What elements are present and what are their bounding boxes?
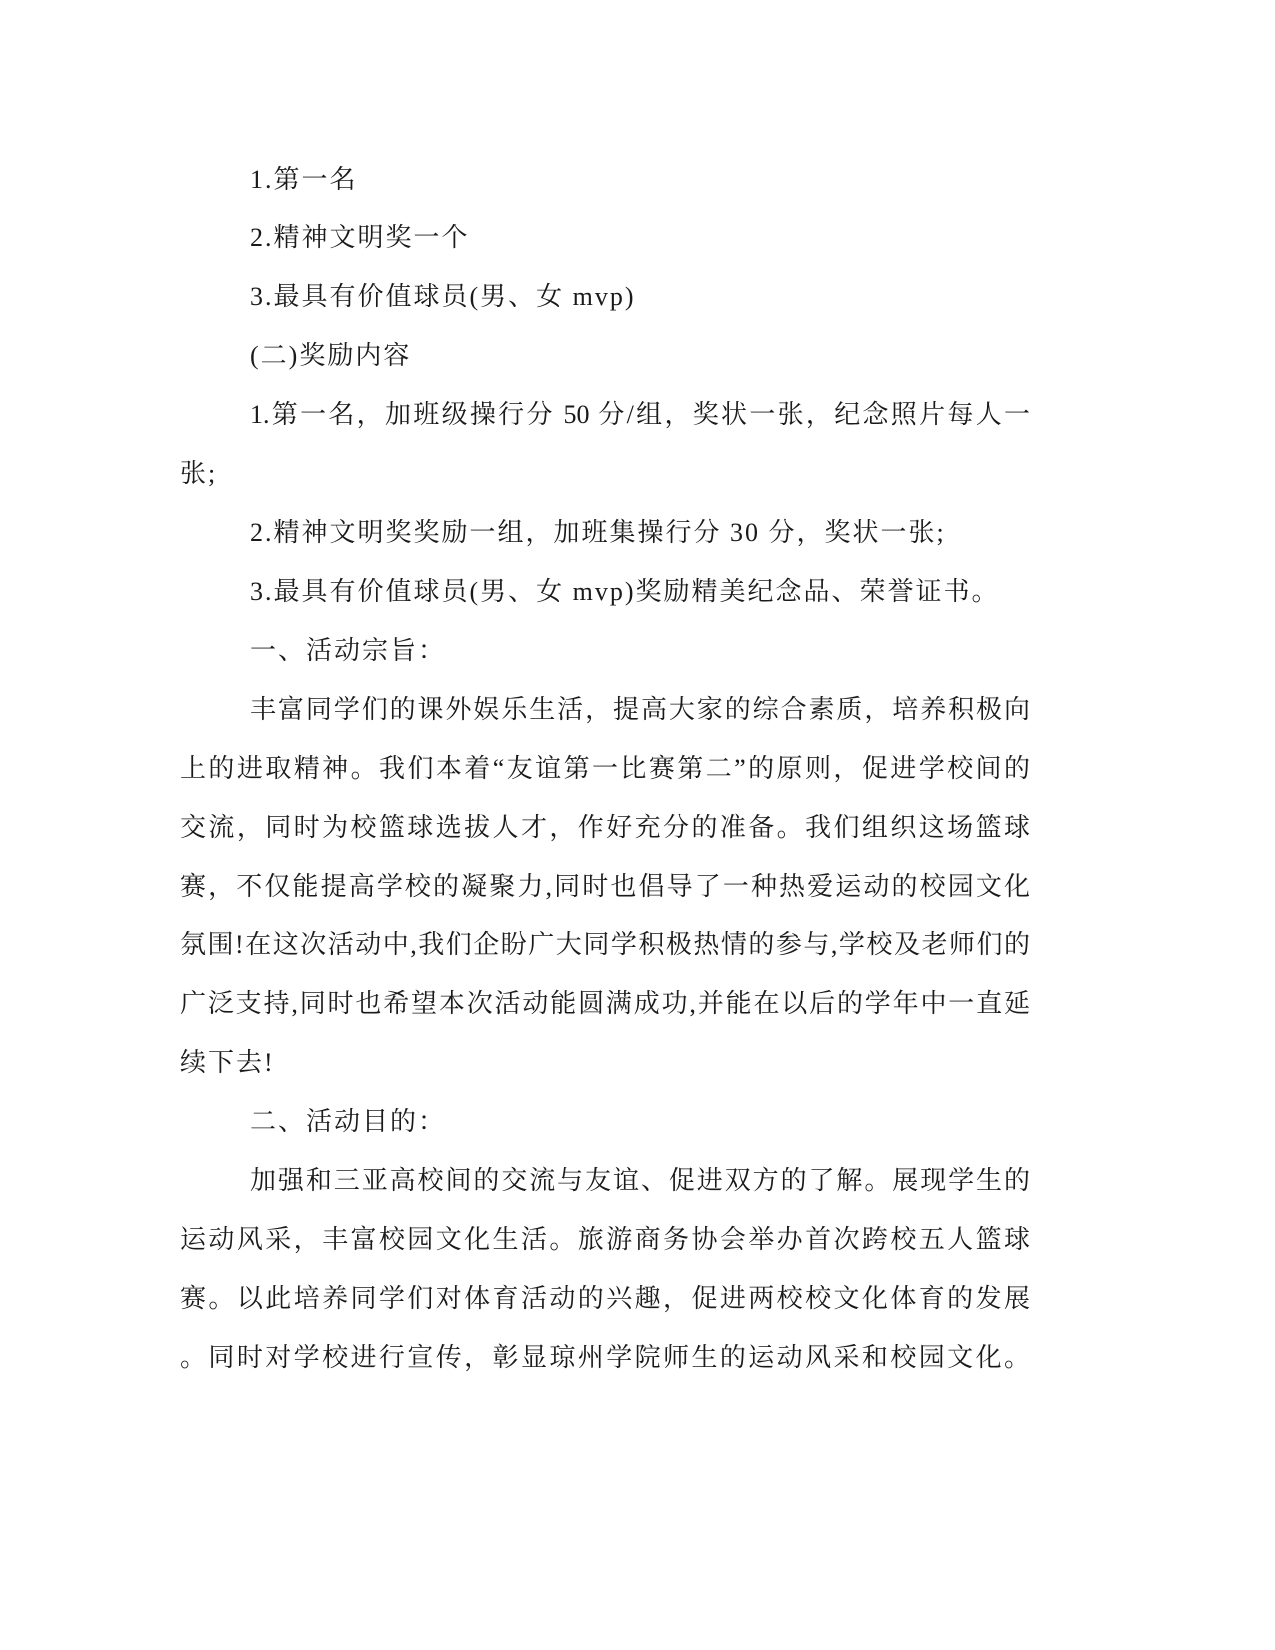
paragraph-line: 广泛支持,同时也希望本次活动能圆满成功,并能在以后的学年中一直延 (180, 989, 1030, 1018)
reward-line-spirit: 2.精神文明奖奖励一组，加班集操行分 30 分，奖状一张; (250, 518, 946, 547)
section-heading-rewards: (二)奖励内容 (250, 341, 412, 370)
award-item-first-place: 1.第一名 (250, 165, 358, 194)
award-item-mvp: 3.最具有价值球员(男、女 mvp) (250, 282, 636, 311)
reward-line-mvp: 3.最具有价值球员(男、女 mvp)奖励精美纪念品、荣誉证书。 (250, 577, 1000, 606)
paragraph-line: 交流，同时为校篮球选拔人才，作好充分的准备。我们组织这场篮球 (180, 813, 1030, 842)
paragraph-line: 氛围!在这次活动中,我们企盼广大同学积极热情的参与,学校及老师们的 (180, 930, 1030, 959)
section-heading-purpose: 一、活动宗旨： (250, 636, 447, 665)
award-item-spirit: 2.精神文明奖一个 (250, 223, 470, 252)
section-heading-goal: 二、活动目的： (250, 1107, 447, 1136)
paragraph-line: 赛。以此培养同学们对体育活动的兴趣，促进两校校文化体育的发展 (180, 1284, 1030, 1313)
paragraph-line: 丰富同学们的课外娱乐生活，提高大家的综合素质，培养积极向 (250, 695, 1030, 724)
paragraph-line: 续下去! (180, 1048, 275, 1077)
paragraph-line: 运动风采，丰富校园文化生活。旅游商务协会举办首次跨校五人篮球 (180, 1225, 1030, 1254)
paragraph-line: 赛，不仅能提高学校的凝聚力,同时也倡导了一种热爱运动的校园文化 (180, 872, 1030, 901)
paragraph-line: 上的进取精神。我们本着“友谊第一比赛第二”的原则，促进学校间的 (180, 754, 1030, 783)
reward-line-first-place-cont: 张; (180, 459, 218, 488)
reward-line-first-place: 1.第一名，加班级操行分 50 分/组，奖状一张，纪念照片每人一 (250, 400, 1030, 429)
paragraph-line: 加强和三亚高校间的交流与友谊、促进双方的了解。展现学生的 (250, 1166, 1030, 1195)
paragraph-line: 。同时对学校进行宣传，彰显琼州学院师生的运动风采和校园文化。 (180, 1343, 1030, 1372)
